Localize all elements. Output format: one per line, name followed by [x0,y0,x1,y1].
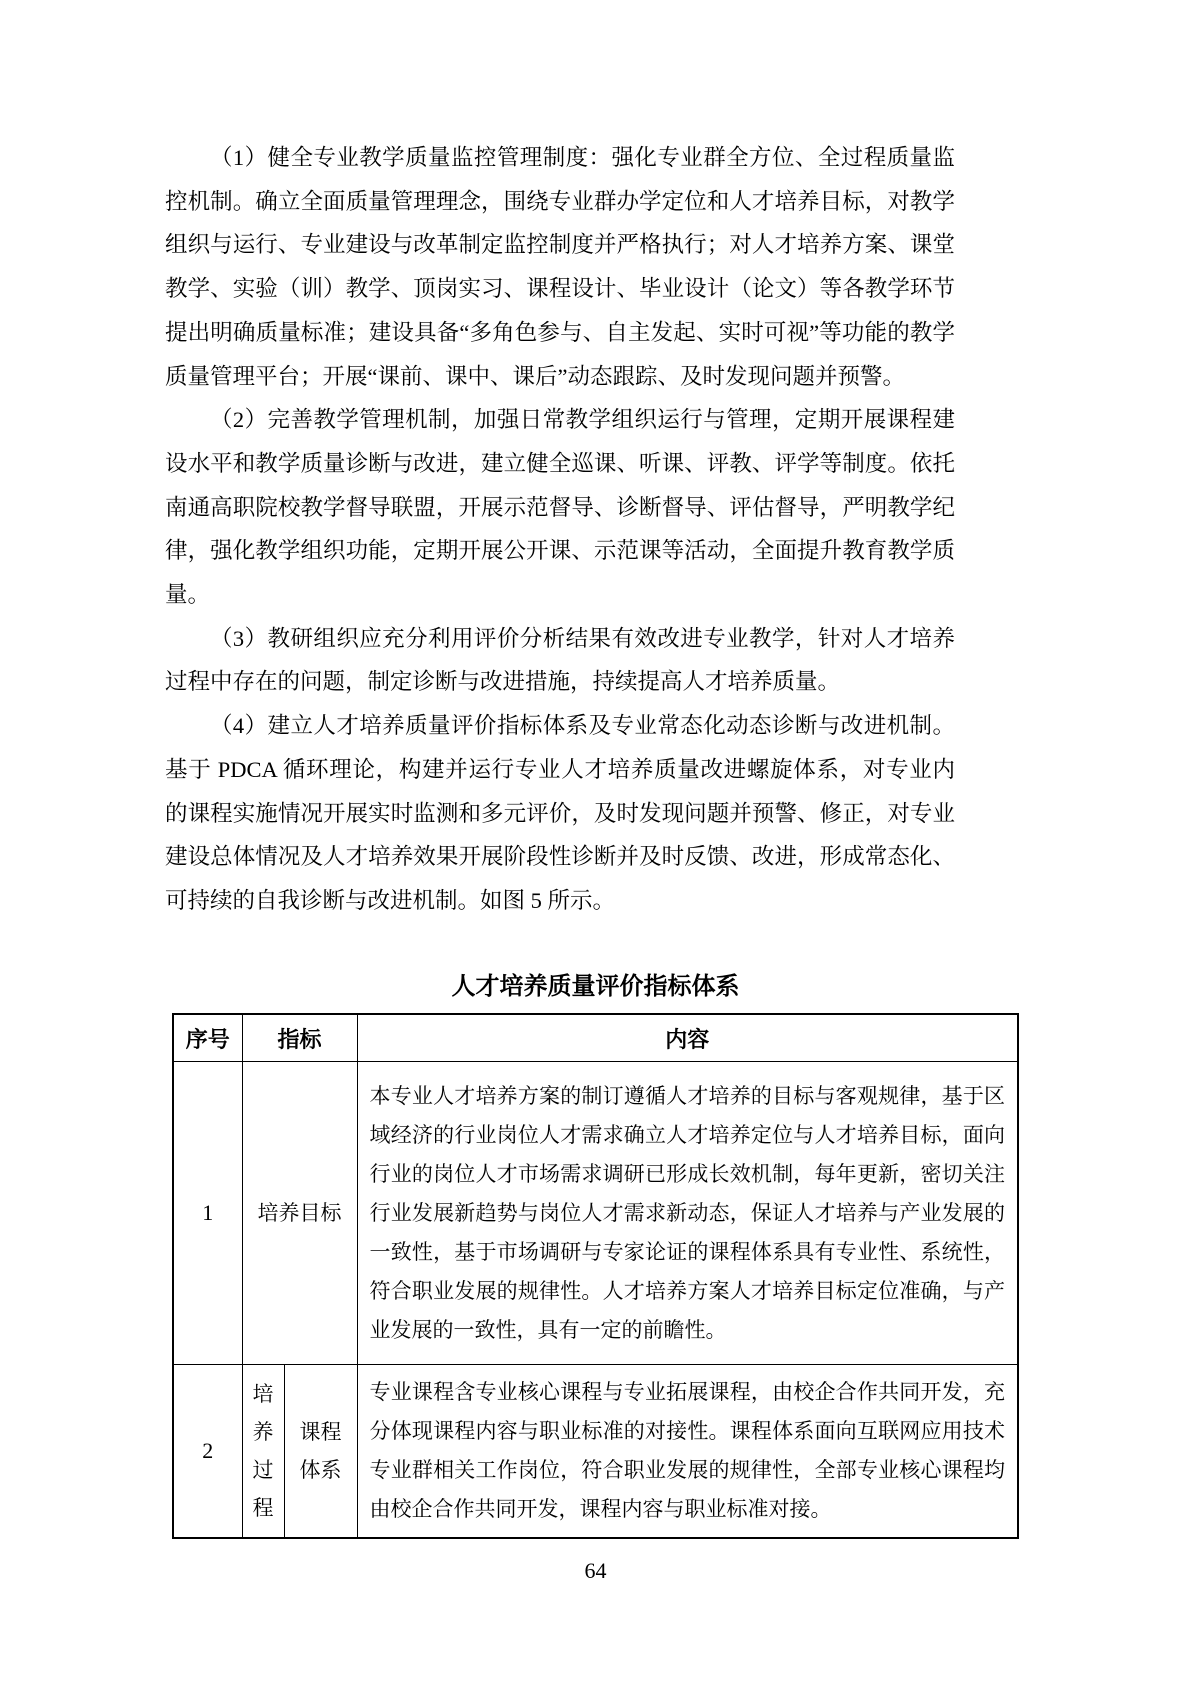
row1-indicator-cell: 培养目标 [242,1062,357,1365]
row1-content-cell: 本专业人才培养方案的制订遵循人才培养的目标与客观规律，基于区域经济的行业岗位人才需求确立人才培养定位与人才培养目标，面向行业的岗位人才市场需求调研已形成长效机制，每年更新，密切关注行业发展新趋势与岗位人才需求新动态，保证人才培养与产业发展的一致性，基于市场调研与专家论证的课程体系具有专业性、系统性，符合职业发展的规律性。人才培养方案人才培养目标定位准确，与产业发展的一致性，具有一定的前瞻性。 [357,1062,1018,1365]
body-text [165,136,955,923]
table-row [173,1365,1018,1539]
row2-indicator-group-cell: 培养过程 [242,1365,284,1539]
row2-no-cell: 2 [173,1365,242,1539]
paragraph-4: （4）建立人才培养质量评价指标体系及专业常态化动态诊断与改进机制。基于 PDCA 循环理论，构建并运行专业人才培养质量改进螺旋体系，对专业内的课程实施情况开展实时监测和多元评价，及时发现问题并预警、修正，对专业建设总体情况及人才培养效果开展阶段性诊断并及时反馈、改进，形成常态化、可持续的自我诊断与改进机制。如图 5 所示。 [165,713,955,913]
table-header-indicator: 指标 [242,1014,357,1062]
table-row [173,1062,1018,1365]
row1-no-cell: 1 [173,1062,242,1365]
evaluation-table [172,1013,1019,1539]
paragraph-2: （2）完善教学管理机制，加强日常教学组织运行与管理，定期开展课程建设水平和教学质量诊断与改进，建立健全巡课、听课、评教、评学等制度。依托南通高职院校教学督导联盟，开展示范督导、诊断督导、评估督导，严明教学纪律，强化教学组织功能，定期开展公开课、示范课等活动，全面提升教育教学质量。 [165,407,955,608]
table-header-row [173,1014,1018,1062]
paragraph-1: （1）健全专业教学质量监控管理制度：强化专业群全方位、全过程质量监控机制。确立全面质量管理理念，围绕专业群办学定位和人才培养目标，对教学组织与运行、专业建设与改革制定监控制度并严格执行；对人才培养方案、课堂教学、实验（训）教学、顶岗实习、课程设计、毕业设计（论文）等各教学环节提出明确质量标准；建设具备“多角色参与、自主发起、实时可视”等功能的教学质量管理平台；开展“课前、课中、课后”动态跟踪、及时发现问题并预警。 [165,145,955,389]
page-number: 64 [584,1558,607,1583]
paragraph-3: （3）教研组织应充分利用评价分析结果有效改进专业教学，针对人才培养过程中存在的问题，制定诊断与改进措施，持续提高人才培养质量。 [165,625,955,695]
row2-content-cell: 专业课程含专业核心课程与专业拓展课程，由校企合作共同开发，充分体现课程内容与职业标准的对接性。课程体系面向互联网应用技术专业群相关工作岗位，符合职业发展的规律性，全部专业核心课程均由校企合作共同开发，课程内容与职业标准对接。 [357,1365,1018,1539]
row2-indicator-cell: 课程体系 [284,1365,357,1539]
table-header-content: 内容 [357,1014,1018,1062]
table-header-no: 序号 [173,1014,242,1062]
table-title: 人才培养质量评价指标体系 [451,974,740,1000]
